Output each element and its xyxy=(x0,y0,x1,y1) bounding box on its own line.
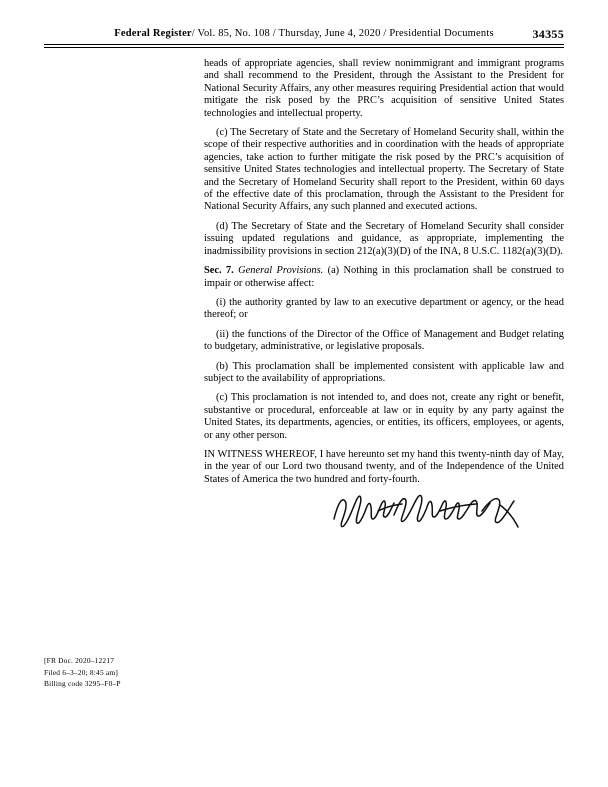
section-number-label: Sec. 7. xyxy=(204,265,234,277)
paragraph-sec7-a-i: (i) the authority granted by law to an executive department or agency, or the head thereof; or xyxy=(204,296,564,321)
paragraph-sec7-a xyxy=(204,265,564,290)
footer-doc-number: [FR Doc. 2020–12217 xyxy=(44,656,115,665)
section-body-text: (a) Nothing in this proclamation shall be construed to impair or otherwise affect: xyxy=(204,265,564,289)
paragraph-witness-clause: IN WITNESS WHEREOF, I have hereunto set my hand this twenty-ninth day of May, in the year of our Lord two thousand twenty, and of the Independence of the United States of America the two hundred and forty-fourth. xyxy=(204,448,564,485)
paragraph-sec7-b: (b) This proclamation shall be implemented consistent with applicable law and subject to the availability of appropriations. xyxy=(204,360,564,384)
page-header xyxy=(44,28,564,39)
paragraph-sec6-c: (c) The Secretary of State and the Secretary of Homeland Security shall, within the scope of their respective authorities and in coordination with the heads of appropriate agencies, take action to further mitigate the risk posed by the PRC’s acquisition of sensitive United States technologies and intellectual property. The Secretary of State and the Secretary of Homeland Security shall report to the President, within 60 days of the effective date of this proclamation, through the Assistant to the President for National Security Affairs, any such planned and executed actions. xyxy=(204,127,564,213)
header-citation xyxy=(114,28,494,39)
signature-image xyxy=(330,485,530,545)
footer-filed-date: Filed 6–3–20; 8:45 am] xyxy=(44,667,118,677)
paragraph-continuation: heads of appropriate agencies, shall review nonimmigrant and immigrant programs and shall recommend to the President, through the Assistant to the President for National Security Affairs, any other measures requiring Presidential action that would mitigate the risk posed by the PRC’s acquisition of sensitive United States technologies and intellectual property. xyxy=(204,58,564,119)
document-footer xyxy=(44,655,121,690)
page-number: 34355 xyxy=(532,27,564,41)
paragraph-sec6-d: (d) The Secretary of State and the Secretary of Homeland Security shall consider issuing updated regulations and guidance, as appropriate, implementing the inadmissibility provisions in section 212(a)(3)(D) of the INA, 8 U.S.C. 1182(a)(3)(D). xyxy=(204,220,564,257)
paragraph-sec7-c: (c) This proclamation is not intended to, and does not, create any right or benefit, substantive or procedural, enforceable at law or in equity by any party against the United States, its departments, agencies, or entities, its officers, employees, or agents, or any other person. xyxy=(204,392,564,441)
header-divider-rule xyxy=(44,44,564,48)
footer-billing-code: Billing code 3295–F0–P xyxy=(44,679,121,688)
header-citation-text: / Vol. 85, No. 108 / Thursday, June 4, 2020 / Presidential Documents xyxy=(191,28,494,39)
header-publication-title: Federal Register xyxy=(114,28,192,39)
section-heading-label: General Provisions. xyxy=(238,265,324,277)
document-body xyxy=(204,58,564,486)
paragraph-sec7-a-ii: (ii) the functions of the Director of the Office of Management and Budget relating to budgetary, administrative, or legislative proposals. xyxy=(204,328,564,353)
